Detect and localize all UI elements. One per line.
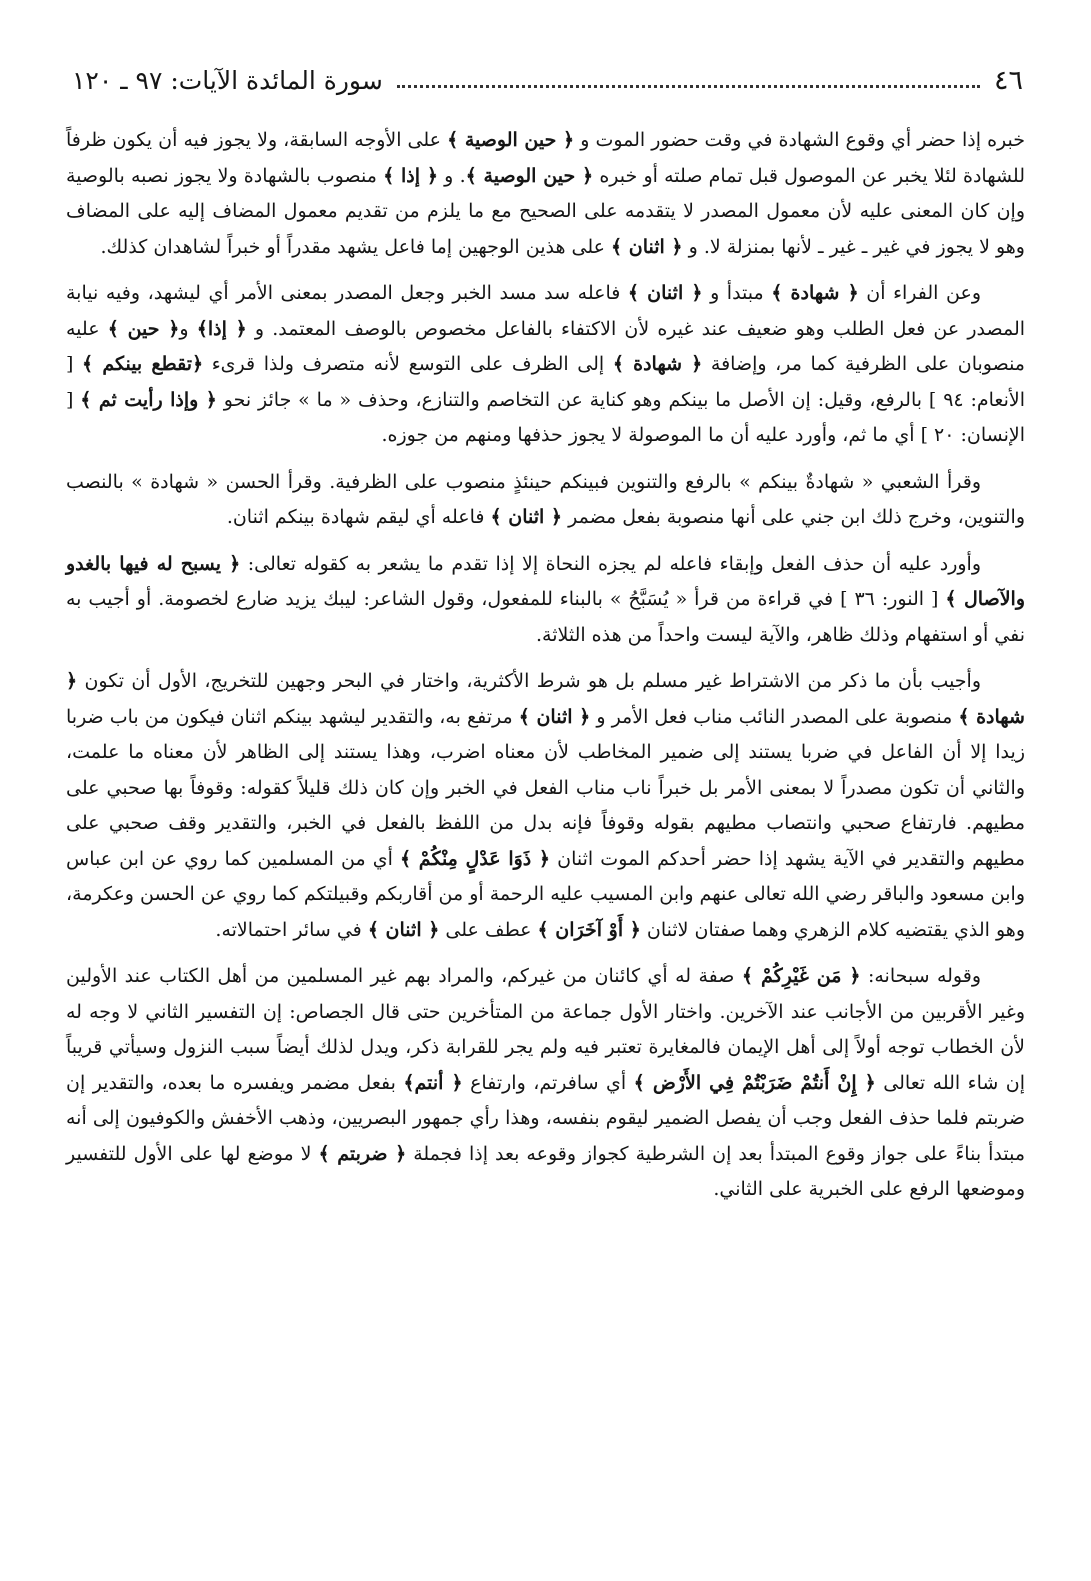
- paragraph: وقرأ الشعبي « شهادةٌ بينكم » بالرفع والتنوين فبينكم حينئذٍ منصوب على الظرفية. وقرأ الحسن « شهادة » بالنصب والتنوين، وخرج ذلك ابن جني على أنها منصوبة بفعل مضمر ﴿ اثنان ﴾ فاعله أي ليقم شهادة بينكم اثنان.: [66, 470, 1025, 528]
- paragraph: وأورد عليه أن حذف الفعل وإبقاء فاعله لم يجزه النحاة إلا إذا تقدم ما يشعر به كقوله تعالى: ﴿ يسبح له فيها بالغدو والآصال ﴾ [ النور: ٣٦ ] في قراءة من قرأ « يُسَبَّحُ » بالبناء للمفعول، وقول الشاعر: ليبك يزيد ضارع لخصومة. أو أجيب به نفي أو استفهام وذلك ظاهر، والآية ليست واحداً من هذه الثلاثة.: [66, 552, 1026, 646]
- paragraph: خبره إذا حضر أي وقوع الشهادة في وقت حضور الموت و ﴿ حين الوصية ﴾ على الأوجه السابقة، ولا يجوز فيه أن يكون ظرفاً للشهادة لئلا يخبر عن الموصول قبل تمام صلته أو خبره ﴿ حين الوصية ﴾. و ﴿ إذا ﴾ منصوب بالشهادة ولا يجوز نصبه بالوصية وإن كان المعنى عليه لأن معمول المصدر لا يتقدمه على الصحيح مع ما يلزم من تقديم معمول المضاف إليه على المضاف وهو لا يجوز في غير ـ غير ـ لأنها بمنزلة لا. و ﴿ اثنان ﴾ على هذين الوجهين إما فاعل يشهد مقدراً أو خبراً لشاهدان كذلك.: [66, 129, 1025, 258]
- paragraph: وأجيب بأن ما ذكر من الاشتراط غير مسلم بل هو شرط الأكثرية، واختار في البحر وجهين للتخريج، الأول أن تكون ﴿ شهادة ﴾ منصوبة على المصدر النائب مناب فعل الأمر و ﴿ اثنان ﴾ مرتفع به، والتقدير ليشهد بينكم اثنان فيكون من باب ضربا زيدا إلا أن الفاعل في ضربا يستند إلى ضمير المخاطب لأن معناه اضرب، وهذا يستند إلى الظاهر لأن معناه ما علمت، والثاني أن تكون مصدراً لا بمعنى الأمر بل خبراً ناب مناب الفعل في الخبر وإن كان ذلك قليلاً كقوله: وقوفاً بها صحبي على مطيهم. فارتفاع صحبي وانتصاب مطيهم بقوله وقوفاً فإنه بدل من اللفظ بالفعل في الخبر، والتقدير وقف صحبي على مطيهم والتقدير في الآية يشهد إذا حضر أحدكم الموت اثنان ﴿ ذَوَا عَدْلٍ مِنْكُمْ ﴾ أي من المسلمين كما روي عن ابن عباس وابن مسعود والباقر رضي الله تعالى عنهم وابن المسيب عليه الرحمة أو من أقاربكم وقبيلتكم كما روي عن الحسن وعكرمة، وهو الذي يقتضيه كلام الزهري وهما صفتان لاثنان ﴿ أَوْ آخَرَان ﴾ عطف على ﴿ اثنان ﴾ في سائر احتمالاته.: [66, 670, 1025, 941]
- quran-quote: ﴿ اثنان ﴾: [611, 235, 683, 258]
- paragraph: وعن الفراء أن ﴿ شهادة ﴾ مبتدأ و ﴿ اثنان ﴾ فاعله سد مسد الخبر وجعل المصدر بمعنى الأمر أي ليشهد، وفيه نيابة المصدر عن فعل الطلب وهو ضعيف عند غيره لأن الاكتفاء بالفاعل مخصوص بالوصف المعتمد. و ﴿ إذا﴾ و﴿ حين ﴾ عليه منصوبان على الظرفية كما مر، وإضافة ﴿ شهادة ﴾ إلى الظرف على التوسع لأنه متصرف ولذا قرىء ﴿تقطع بينكم ﴾ [ الأنعام: ٩٤ ] بالرفع، وقيل: إن الأصل ما بينكم وهو كناية عن التخاصم والتنازع، وحذف « ما » جائز نحو ﴿ وإذا رأيت ثم ﴾ [ الإنسان: ٢٠ ] أي ما ثم، وأورد عليه أن ما الموصولة لا يجوز حذفها ومنهم من جوزه.: [66, 282, 1026, 446]
- quran-quote: ﴿ حين الوصية ﴾: [447, 129, 575, 151]
- quran-quote: ﴿ اثنان ﴾: [627, 282, 703, 304]
- header-leader-dots: [397, 85, 980, 88]
- running-header: [72, 60, 1023, 100]
- quran-quote: ﴿ حين ﴾: [107, 317, 180, 340]
- quran-quote: ﴿ حين الوصية ﴾: [465, 164, 594, 187]
- quran-quote: ﴿ شهادة ﴾: [612, 353, 703, 375]
- quran-quote: ﴿ وإذا رأيت ثم ﴾: [80, 388, 217, 411]
- page-number: ٤٦: [993, 64, 1023, 96]
- body-text: [66, 123, 1025, 1219]
- quran-quote: ﴿ مَن غَيْرِكُمْ ﴾: [741, 965, 861, 987]
- quran-quote: ﴿ اثنان ﴾: [518, 705, 591, 728]
- quran-quote: ﴿ أَوْ آخَرَان ﴾: [537, 918, 641, 941]
- quran-quote: ﴿ إِنْ أَنتُمْ ضَرَبْتُمْ فِي الأَرْض ﴾: [633, 1071, 876, 1094]
- quran-quote: ﴿ إذا﴾: [196, 317, 247, 340]
- quran-quote: ﴿ ضربتم ﴾: [318, 1142, 407, 1165]
- quran-quote: ﴿ يسبح له فيها بالغدو والآصال ﴾: [66, 552, 1026, 610]
- quran-quote: ﴿ اثنان ﴾: [367, 918, 440, 941]
- quran-quote: ﴿ ذَوَا عَدْلٍ مِنْكُمْ ﴾: [400, 847, 551, 870]
- quran-quote: ﴿ أنتم﴾: [403, 1071, 463, 1094]
- quran-quote: ﴿ اثنان ﴾: [490, 506, 563, 528]
- header-title: سورة المائدة الآيات: ٩٧ ـ ١٢٠: [72, 65, 383, 95]
- quran-quote: ﴿ إذا ﴾: [383, 164, 438, 187]
- paragraph: وقوله سبحانه: ﴿ مَن غَيْرِكُمْ ﴾ صفة له أي كائنان من غيركم، والمراد بهم غير المسلمين من أهل الكتاب عند الأولين وغير الأقربين من الأجانب عند الآخرين. واختار الأول جماعة من المتأخرين حتى قال الجصاص: إن التفسير الثاني لا وجه له لأن الخطاب توجه أولاً إلى أهل الإيمان فالمغايرة تعتبر فيه ولم يجر للقرابة ذكر، ويدل لذلك أيضاً سبب النزول وسيأتي قريباً إن شاء الله تعالى ﴿ إِنْ أَنتُمْ ضَرَبْتُمْ فِي الأَرْض ﴾ أي سافرتم، وارتفاع ﴿ أنتم﴾ بفعل مضمر ويفسره ما بعده، والتقدير إن ضربتم فلما حذف الفعل وجب أن يفصل الضمير ليقوم بنفسه، وهذا رأي جمهور البصريين، وذهب الأخفش والكوفيون إلى أنه مبتدأ بناءً على جواز وقوع المبتدأ بعد إن الشرطية كجواز وقوعه بعد إذا فجملة ﴿ ضربتم ﴾ لا موضع لها على الأول للتفسير وموضعها الرفع على الخبرية على الثاني.: [66, 965, 1026, 1200]
- quran-quote: ﴿تقطع بينكم ﴾: [82, 353, 204, 375]
- quran-quote: ﴿ شهادة ﴾: [771, 282, 859, 304]
- quran-quote: ﴿ شهادة ﴾: [66, 670, 1025, 728]
